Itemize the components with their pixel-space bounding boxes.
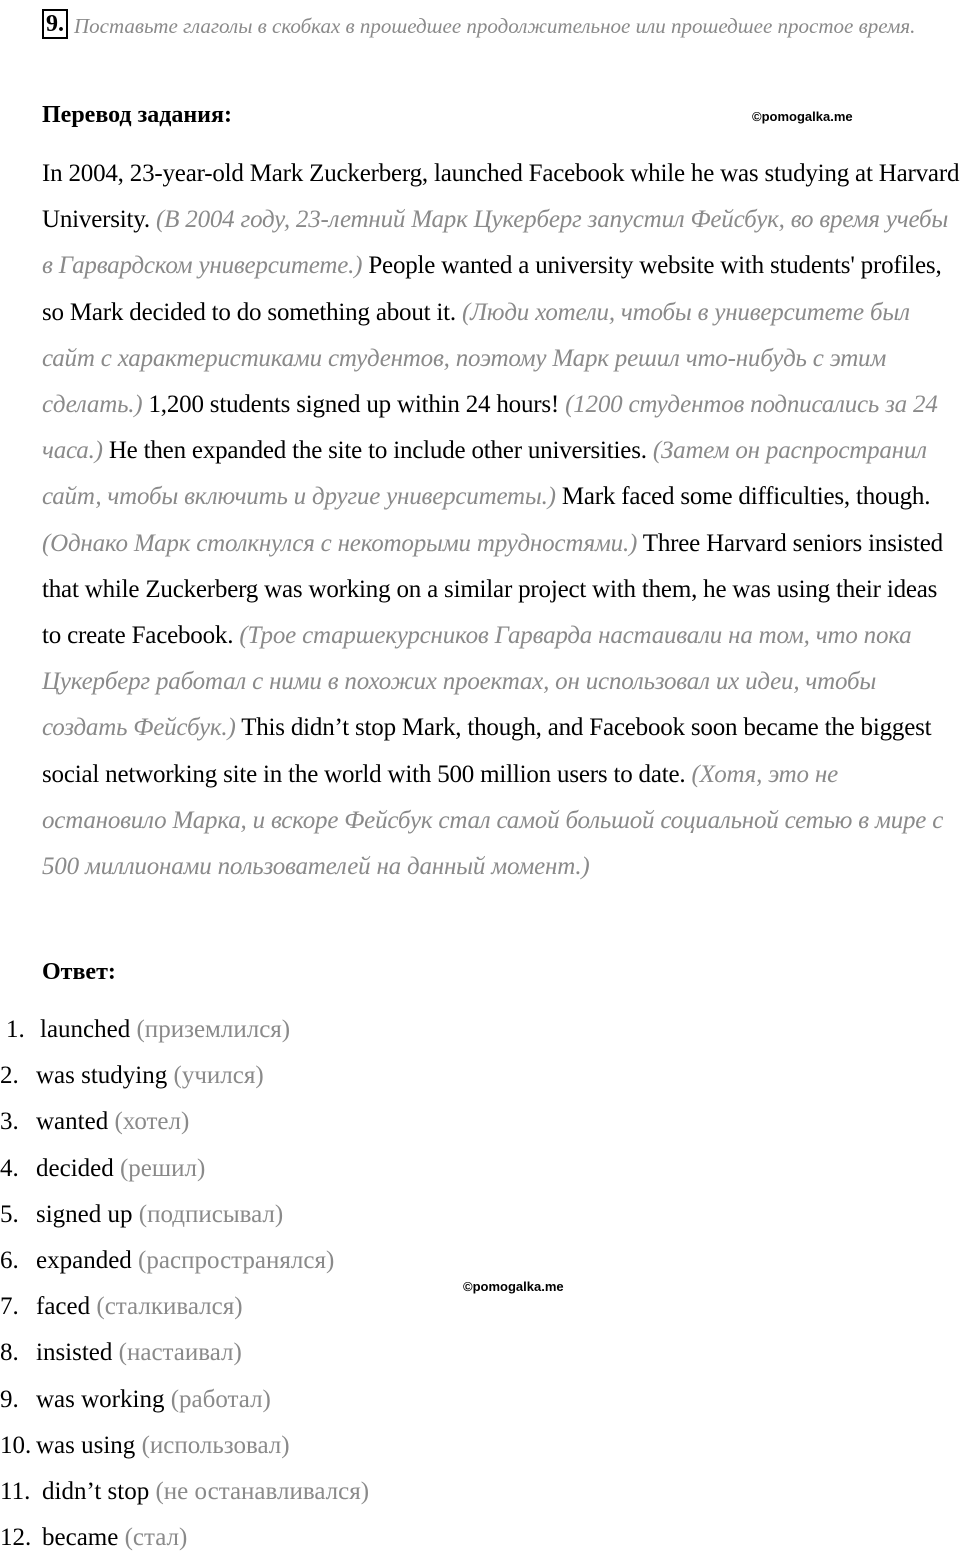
answer-translation: (не останавливался) [155,1478,370,1506]
answer-number: 3. [0,1108,19,1136]
answer-item [0,1377,369,1423]
task-instruction-line [42,4,947,48]
answer-translation: (подписывал) [138,1200,284,1228]
answer-translation: (стал) [124,1524,188,1552]
story-sentence: People wanted a university website with students' profiles, so Mark decided to do something about it. [42,252,942,326]
translation-heading: Перевод задания: [42,102,232,128]
task-instruction: Поставьте глаголы в скобках в прошедшее продолжительное или прошедшее простое время. [74,14,916,38]
answer-verb: signed up [36,1200,133,1228]
answer-translation: (хотел) [114,1108,190,1136]
answer-translation: (настаивал) [118,1339,242,1367]
answer-item [0,1238,369,1284]
answer-number: 6. [0,1247,19,1275]
answer-item [0,1007,369,1053]
answer-number: 5. [0,1200,19,1228]
watermark-top: ©pomogalka.me [752,109,853,124]
answer-verb: expanded [36,1247,132,1275]
answer-verb: wanted [36,1108,109,1136]
story-sentence: Three Harvard seniors insisted that while Zuckerberg was working on a similar project with them, he was using their ideas to create Facebook. [42,529,943,650]
story-translation: (Затем он распространил сайт, чтобы включить и другие университеты.) [42,437,927,511]
answer-number: 4. [0,1154,19,1182]
answer-item [0,1515,369,1561]
answer-number: 2. [0,1062,19,1090]
answer-number: 10. [0,1431,32,1459]
answer-translation: (решил) [119,1154,206,1182]
answer-verb: faced [36,1293,91,1321]
answer-verb: didn’t stop [42,1478,150,1506]
answer-item [0,1469,369,1515]
answer-translation: (использовал) [141,1431,290,1459]
answer-verb: was using [36,1431,136,1459]
answer-translation: (распространялся) [138,1247,335,1275]
answer-verb: launched [40,1016,131,1043]
answer-verb: was studying [36,1062,168,1090]
answer-number: 12. [0,1524,32,1552]
answer-number: 7. [0,1293,19,1321]
story-translation: (Люди хотели, чтобы в университете был сайт с характеристиками студентов, поэтому Марк решил что-нибудь с этим сделать.) [42,298,910,419]
answer-number: 9. [0,1385,19,1413]
answer-translation: (учился) [173,1062,264,1090]
answer-verb: insisted [36,1339,113,1367]
task-number: 9. [42,9,68,39]
story-sentence: In 2004, 23-year-old Mark Zuckerberg, launched Facebook while he was studying at Harvard University. [42,160,960,234]
answer-item [0,1146,369,1192]
story-paragraph [42,151,960,890]
story-translation: (Трое старшекурсников Гарварда настаивали на том, что пока Цукерберг работал с ними в похожих проектах, он использовал их идеи, чтобы создать Фейсбук.) [42,622,912,742]
story-sentence: He then expanded the site to include other universities. [108,437,647,465]
story-translation: (В 2004 году, 23-летний Марк Цукерберг запустил Фейсбук, во время учебы в Гарвардском университете.) [42,206,949,280]
answer-translation: (работал) [170,1385,271,1413]
answer-translation: (сталкивался) [96,1293,243,1321]
answer-number: 8. [0,1339,19,1367]
answer-verb: was working [36,1385,165,1413]
answers-list [0,1007,369,1561]
answer-item [0,1192,369,1238]
answer-verb: became [42,1524,119,1552]
story-sentence: 1,200 students signed up within 24 hours! [148,391,560,419]
story-sentence: This didn’t stop Mark, though, and Facebook soon became the biggest social networking site in the world with 500 million users to date. [42,714,932,788]
story-translation: (1200 студентов подписались за 24 часа.) [42,391,938,465]
answer-heading: Ответ: [42,959,116,985]
answer-verb: decided [36,1154,114,1182]
watermark-bottom: ©pomogalka.me [463,1279,564,1294]
answer-number: 11. [0,1478,31,1506]
story-translation: (Однако Марк столкнулся с некоторыми трудностями.) [42,529,638,557]
answer-item [0,1053,369,1099]
answer-item [0,1330,369,1376]
answer-translation: (приземлился) [136,1016,291,1043]
story-sentence: Mark faced some difficulties, though. [561,483,931,511]
answer-number: 1. [6,1016,25,1043]
story-translation: (Хотя, это не остановило Марка, и вскоре Фейсбук стал самой большой социальной сетью в мире с 500 миллионами пользователей на данный момент.) [42,760,944,881]
answer-item [0,1284,369,1330]
answer-item [0,1423,369,1469]
answer-item [0,1099,369,1145]
